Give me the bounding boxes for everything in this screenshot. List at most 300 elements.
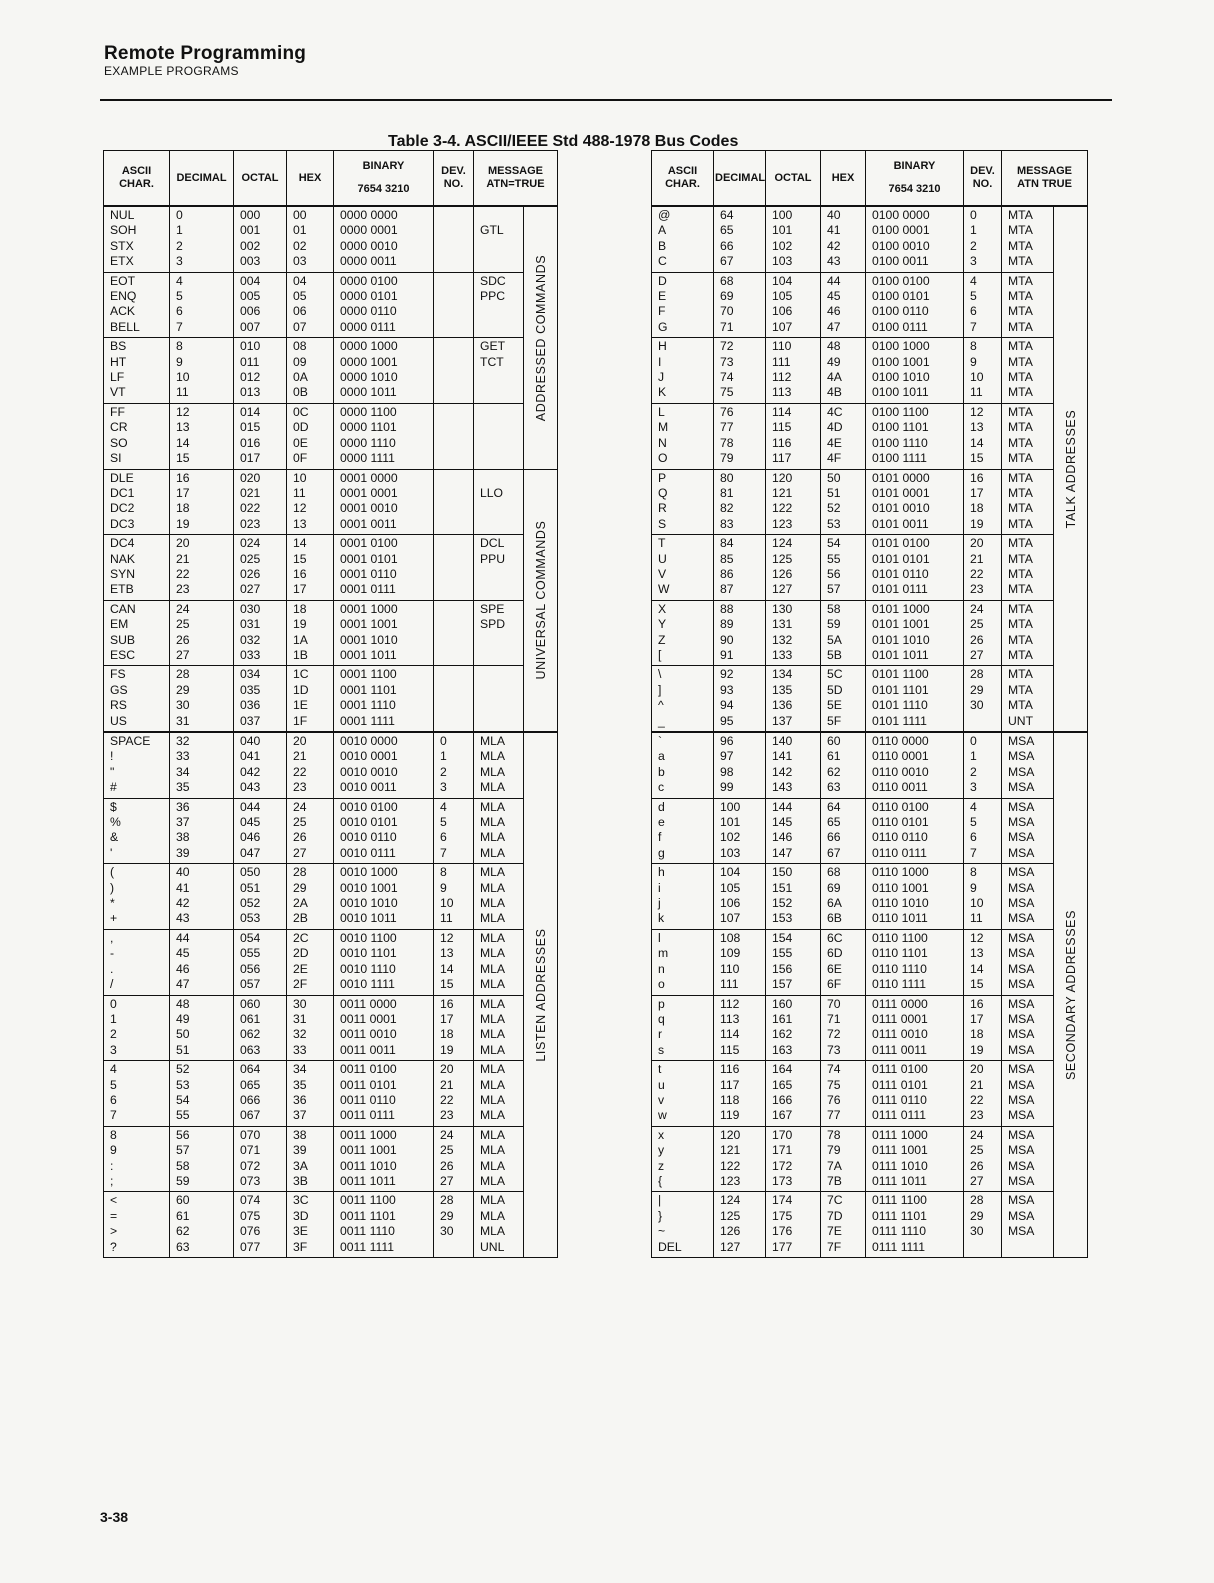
ascii-char-cell — [652, 666, 714, 732]
octal-cell — [234, 732, 287, 798]
decimal-cell — [170, 206, 234, 272]
binary-value: 0001 1001 — [340, 617, 398, 632]
decimal-value: 94 — [720, 698, 734, 713]
decimal-cell — [714, 535, 766, 601]
hex-cell — [821, 666, 866, 732]
message-value: MSA — [1008, 749, 1035, 764]
octal-value: 017 — [240, 451, 261, 466]
hex-value: 05 — [293, 289, 307, 304]
binary-cell — [866, 666, 964, 732]
dev-no-value — [440, 339, 473, 354]
decimal-value: 120 — [720, 1127, 741, 1142]
octal-value: 051 — [240, 880, 261, 895]
code-group-row — [652, 338, 1088, 404]
message-value — [480, 405, 523, 420]
header-rule — [100, 99, 1112, 101]
dev-no-value: 11 — [970, 911, 983, 926]
right-table-body — [652, 206, 1088, 1258]
octal-cell — [234, 206, 287, 272]
binary-value: 0000 0010 — [340, 238, 398, 253]
decimal-value: 59 — [176, 1173, 190, 1188]
hex-value: 3D — [293, 1208, 309, 1223]
hex-value: 01 — [293, 223, 307, 238]
code-group-row — [104, 995, 558, 1061]
page-number: 3-38 — [100, 1509, 129, 1525]
hex-value: 51 — [827, 485, 841, 500]
message-value: MSA — [1008, 1027, 1035, 1042]
ascii-char-value: * — [110, 896, 115, 911]
ascii-char-value: i — [658, 880, 661, 895]
binary-cell — [334, 338, 434, 404]
ascii-char-value: l — [658, 930, 661, 945]
col-dev-header: DEV. NO. — [434, 151, 474, 207]
dev-no-value: 20 — [970, 536, 984, 551]
message-value: MTA — [1008, 319, 1033, 334]
ascii-char-value: ~ — [658, 1224, 666, 1239]
ascii-char-value: j — [658, 896, 661, 911]
decimal-value: 92 — [720, 667, 734, 682]
ascii-char-value: SUB — [110, 632, 136, 647]
message-value: MTA — [1008, 667, 1033, 682]
octal-value: 037 — [240, 713, 261, 728]
octal-value: 003 — [240, 254, 261, 269]
hex-value: 6B — [827, 911, 842, 926]
dev-no-value: 16 — [970, 470, 984, 485]
decimal-cell — [170, 666, 234, 732]
decimal-cell — [170, 1126, 234, 1192]
hex-value: 76 — [827, 1092, 841, 1107]
code-group-row — [652, 732, 1088, 798]
ascii-char-value: % — [110, 815, 121, 830]
message-value: MTA — [1008, 404, 1033, 419]
binary-value: 0111 1001 — [872, 1143, 928, 1158]
binary-cell — [334, 995, 434, 1061]
decimal-value: 102 — [720, 830, 741, 845]
message-value: MSA — [1008, 1143, 1035, 1158]
ascii-char-value: ' — [110, 845, 113, 860]
universal-commands-section-label: UNIVERSAL COMMANDS — [533, 520, 548, 680]
dev-no-value: 0 — [970, 208, 977, 222]
hex-value: 5F — [827, 713, 842, 728]
ascii-char-value: [ — [658, 647, 662, 662]
dev-no-cell — [964, 666, 1002, 732]
ascii-char-value: ETB — [110, 582, 134, 597]
message-value: MTA — [1008, 208, 1033, 222]
dev-no-value: 7 — [440, 845, 447, 860]
octal-value: 126 — [772, 566, 793, 581]
dev-no-value: 13 — [970, 946, 984, 961]
ascii-char-cell — [652, 995, 714, 1061]
decimal-value: 55 — [176, 1108, 190, 1123]
binary-value: 0010 0001 — [340, 749, 398, 764]
dev-no-value: 10 — [440, 896, 454, 911]
binary-value: 0011 1101 — [340, 1208, 396, 1223]
octal-value: 027 — [240, 582, 261, 597]
octal-value: 047 — [240, 845, 261, 860]
message-cell — [474, 929, 524, 995]
decimal-value: 85 — [720, 551, 734, 566]
ascii-char-cell — [104, 1192, 170, 1258]
decimal-value: 121 — [720, 1143, 741, 1158]
ascii-char-value: GS — [110, 682, 128, 697]
hex-cell — [287, 535, 334, 601]
ascii-char-value: . — [110, 961, 114, 976]
decimal-value: 1 — [176, 223, 183, 238]
hex-value: 44 — [827, 273, 841, 288]
dev-no-value: 25 — [970, 1143, 984, 1158]
binary-value: 0101 1111 — [872, 713, 927, 728]
binary-value: 0110 1001 — [872, 880, 929, 895]
message-value: MLA — [480, 815, 506, 830]
decimal-value: 112 — [720, 996, 740, 1011]
ascii-char-value: ] — [658, 682, 662, 697]
ascii-char-value: NAK — [110, 551, 136, 566]
dev-no-value — [440, 370, 473, 385]
binary-value: 0011 1000 — [340, 1127, 397, 1142]
octal-value: 144 — [772, 799, 793, 814]
decimal-cell — [170, 469, 234, 535]
decimal-value: 122 — [720, 1158, 741, 1173]
ascii-char-value: FF — [110, 404, 125, 419]
dev-no-value: 12 — [440, 930, 454, 945]
octal-value: 065 — [240, 1077, 261, 1092]
binary-cell — [866, 798, 964, 864]
ascii-char-value: d — [658, 799, 665, 814]
decimal-value: 65 — [720, 223, 734, 238]
decimal-value: 67 — [720, 254, 734, 269]
message-value: UNL — [480, 1239, 505, 1254]
ascii-char-value: m — [658, 946, 669, 961]
binary-value: 0010 1011 — [340, 911, 397, 926]
dev-no-value: 30 — [440, 1224, 454, 1239]
binary-value: 0011 0000 — [340, 996, 397, 1011]
code-group-row — [652, 206, 1088, 272]
binary-value: 0111 0001 — [872, 1011, 928, 1026]
decimal-value: 96 — [720, 734, 734, 748]
binary-value: 0001 0010 — [340, 501, 398, 516]
message-cell — [474, 1061, 524, 1127]
message-value: MTA — [1008, 516, 1033, 531]
dev-no-value: 12 — [970, 930, 984, 945]
ascii-char-value: I — [658, 354, 662, 369]
decimal-value: 41 — [176, 880, 190, 895]
message-cell — [1002, 995, 1054, 1061]
decimal-value: 46 — [176, 961, 190, 976]
dev-no-value — [440, 582, 473, 597]
dev-no-value: 13 — [970, 420, 984, 435]
binary-value: 0001 1101 — [340, 682, 397, 697]
message-value: MLA — [480, 1158, 506, 1173]
binary-value: 0110 1011 — [872, 911, 928, 926]
decimal-value: 72 — [720, 339, 734, 354]
dev-no-value: 8 — [970, 339, 977, 354]
octal-cell — [766, 535, 821, 601]
hex-value: 19 — [293, 617, 307, 632]
decimal-value: 23 — [176, 582, 190, 597]
octal-value: 055 — [240, 946, 261, 961]
octal-cell — [766, 403, 821, 469]
hex-value: 6E — [827, 961, 842, 976]
ascii-char-cell — [652, 403, 714, 469]
dev-no-value: 17 — [970, 1011, 984, 1026]
binary-cell — [866, 1192, 964, 1258]
dev-no-cell — [434, 469, 474, 535]
binary-value: 0010 0101 — [340, 815, 398, 830]
code-group-row — [104, 1061, 558, 1127]
dev-no-value — [440, 1240, 473, 1255]
message-value: MTA — [1008, 304, 1033, 319]
message-value: MLA — [480, 1143, 506, 1158]
message-value: MTA — [1008, 470, 1033, 485]
decimal-value: 29 — [176, 682, 190, 697]
ascii-char-cell — [652, 732, 714, 798]
dev-no-value: 17 — [440, 1011, 454, 1026]
binary-value: 0100 1010 — [872, 370, 930, 385]
decimal-value: 9 — [176, 354, 183, 369]
message-value: MSA — [1008, 1193, 1035, 1208]
decimal-value: 11 — [176, 385, 189, 400]
dev-no-value — [440, 420, 473, 435]
ascii-char-cell — [104, 1061, 170, 1127]
decimal-value: 62 — [176, 1224, 190, 1239]
message-cell — [1002, 798, 1054, 864]
code-group-row — [652, 535, 1088, 601]
message-value: MTA — [1008, 566, 1033, 581]
binary-value: 0101 1000 — [872, 601, 930, 616]
binary-value: 0011 1111 — [340, 1239, 394, 1254]
hex-value: 78 — [827, 1127, 841, 1142]
hex-value: 12 — [293, 501, 307, 516]
binary-value: 0110 0011 — [872, 780, 928, 795]
hex-cell — [287, 864, 334, 930]
binary-value: 0110 0101 — [872, 815, 929, 830]
ascii-char-value: SYN — [110, 566, 136, 581]
decimal-cell — [714, 206, 766, 272]
ascii-char-value: L — [658, 404, 665, 419]
binary-value: 0010 0111 — [340, 845, 396, 860]
ascii-char-value: o — [658, 977, 665, 992]
message-value: MSA — [1008, 734, 1035, 748]
binary-value: 0010 0110 — [340, 830, 397, 845]
ascii-char-value: G — [658, 319, 668, 334]
decimal-value: 76 — [720, 404, 734, 419]
message-value: MLA — [480, 1062, 506, 1077]
ascii-char-value: p — [658, 996, 665, 1011]
dev-no-value: 18 — [440, 1027, 454, 1042]
ascii-char-value: 1 — [110, 1011, 117, 1026]
code-group-row — [652, 469, 1088, 535]
octal-value: 146 — [772, 830, 793, 845]
binary-value: 0001 0100 — [340, 536, 398, 551]
hex-value: 1B — [293, 647, 308, 662]
hex-value: 1E — [293, 698, 308, 713]
binary-value: 0111 0111 — [872, 1108, 926, 1123]
hex-value: 2E — [293, 961, 308, 976]
dev-no-value — [440, 567, 473, 582]
dev-no-value: 25 — [970, 617, 984, 632]
ascii-char-cell — [104, 666, 170, 732]
ascii-char-value: ACK — [110, 304, 136, 319]
decimal-value: 80 — [720, 470, 734, 485]
decimal-value: 75 — [720, 385, 734, 400]
ascii-char-value: R — [658, 501, 667, 516]
decimal-value: 90 — [720, 632, 734, 647]
octal-value: 112 — [772, 370, 792, 385]
code-group-row — [104, 929, 558, 995]
col-binary-header: BINARY 7654 3210 — [866, 151, 964, 207]
hex-value: 53 — [827, 516, 841, 531]
ascii-char-value: 3 — [110, 1042, 117, 1057]
ascii-char-cell — [652, 272, 714, 338]
binary-value: 0110 1111 — [872, 977, 926, 992]
decimal-cell — [714, 338, 766, 404]
message-cell — [1002, 732, 1054, 798]
ascii-char-cell — [652, 1061, 714, 1127]
hex-value: 48 — [827, 339, 841, 354]
hex-value: 58 — [827, 601, 841, 616]
hex-value: 1F — [293, 713, 308, 728]
code-group-row — [104, 1192, 558, 1258]
message-value — [480, 582, 523, 597]
hex-cell — [821, 1192, 866, 1258]
message-cell — [1002, 864, 1054, 930]
hex-value: 5B — [827, 647, 842, 662]
octal-value: 021 — [240, 485, 261, 500]
col-decimal-header: DECIMAL — [714, 151, 766, 207]
decimal-cell — [714, 1126, 766, 1192]
message-value: MSA — [1008, 764, 1035, 779]
hex-value: 3B — [293, 1173, 308, 1188]
decimal-cell — [714, 1061, 766, 1127]
binary-cell — [334, 535, 434, 601]
octal-cell — [766, 272, 821, 338]
octal-value: 004 — [240, 273, 261, 288]
ascii-char-value: v — [658, 1092, 665, 1107]
binary-value: 0101 0001 — [872, 485, 930, 500]
octal-value: 100 — [772, 208, 793, 222]
message-value — [480, 648, 523, 663]
hex-value: 09 — [293, 354, 307, 369]
code-group-row — [104, 272, 558, 338]
decimal-cell — [714, 469, 766, 535]
message-value — [480, 239, 523, 254]
binary-value: 0100 1110 — [872, 435, 928, 450]
decimal-value: 56 — [176, 1127, 190, 1142]
octal-cell — [766, 1061, 821, 1127]
decimal-value: 28 — [176, 667, 190, 682]
binary-cell — [866, 1061, 964, 1127]
dev-no-value: 9 — [970, 354, 977, 369]
hex-cell — [821, 732, 866, 798]
ascii-char-value: B — [658, 238, 667, 253]
message-value: MLA — [480, 799, 506, 814]
binary-value: 0010 1000 — [340, 865, 398, 880]
decimal-value: 63 — [176, 1239, 190, 1254]
ascii-char-value: F — [658, 304, 666, 319]
message-value: MSA — [1008, 799, 1035, 814]
octal-value: 167 — [772, 1108, 793, 1123]
hex-value: 2B — [293, 911, 308, 926]
decimal-value: 3 — [176, 254, 183, 269]
octal-value: 001 — [240, 223, 261, 238]
binary-value: 0001 1011 — [340, 647, 397, 662]
ascii-char-value: @ — [658, 208, 671, 222]
decimal-value: 107 — [720, 911, 741, 926]
ascii-char-value: SOH — [110, 223, 137, 238]
message-cell — [474, 600, 524, 666]
hex-value: 0B — [293, 385, 308, 400]
decimal-value: 118 — [720, 1092, 740, 1107]
hex-value: 4F — [827, 451, 842, 466]
message-value: MLA — [480, 749, 506, 764]
decimal-value: 14 — [176, 435, 190, 450]
dev-no-value: 16 — [970, 996, 984, 1011]
binary-cell — [334, 272, 434, 338]
decimal-value: 108 — [720, 930, 741, 945]
decimal-cell — [170, 864, 234, 930]
dev-no-value — [440, 274, 473, 289]
decimal-value: 0 — [176, 208, 183, 222]
ascii-char-cell — [652, 1192, 714, 1258]
dev-no-value: 24 — [440, 1127, 454, 1142]
message-value: MLA — [480, 1042, 506, 1057]
message-value: MSA — [1008, 865, 1035, 880]
message-value: SPD — [480, 617, 506, 632]
octal-value: 173 — [772, 1173, 793, 1188]
binary-value: 0100 1111 — [872, 451, 927, 466]
octal-value: 026 — [240, 566, 261, 581]
hex-value: 30 — [293, 996, 307, 1011]
message-cell — [474, 995, 524, 1061]
octal-value: 000 — [240, 208, 261, 222]
binary-value: 0001 0001 — [340, 485, 398, 500]
decimal-value: 54 — [176, 1092, 190, 1107]
message-cell — [474, 666, 524, 732]
hex-cell — [821, 929, 866, 995]
message-value: MSA — [1008, 896, 1035, 911]
ascii-char-value: US — [110, 713, 127, 728]
hex-value: 6F — [827, 977, 842, 992]
message-value — [480, 567, 523, 582]
ascii-char-cell — [652, 600, 714, 666]
octal-value: 154 — [772, 930, 793, 945]
dev-no-cell — [964, 403, 1002, 469]
hex-value: 5E — [827, 698, 842, 713]
octal-value: 161 — [772, 1011, 793, 1026]
octal-value: 140 — [772, 734, 793, 748]
dev-no-cell — [434, 600, 474, 666]
hex-value: 62 — [827, 764, 841, 779]
octal-value: 120 — [772, 470, 793, 485]
octal-cell — [766, 600, 821, 666]
ascii-char-value: & — [110, 830, 119, 845]
message-cell — [474, 403, 524, 469]
ascii-char-value: - — [110, 946, 115, 961]
octal-value: 057 — [240, 977, 261, 992]
message-value — [480, 633, 523, 648]
message-cell — [474, 732, 524, 798]
octal-cell — [234, 469, 287, 535]
octal-value: 114 — [772, 404, 792, 419]
message-value: SDC — [480, 273, 506, 288]
binary-value: 0101 0000 — [872, 470, 930, 485]
octal-value: 045 — [240, 815, 261, 830]
hex-cell — [821, 206, 866, 272]
decimal-cell — [714, 798, 766, 864]
binary-value: 0100 1101 — [872, 420, 929, 435]
message-value — [480, 304, 523, 319]
octal-value: 177 — [772, 1239, 793, 1254]
